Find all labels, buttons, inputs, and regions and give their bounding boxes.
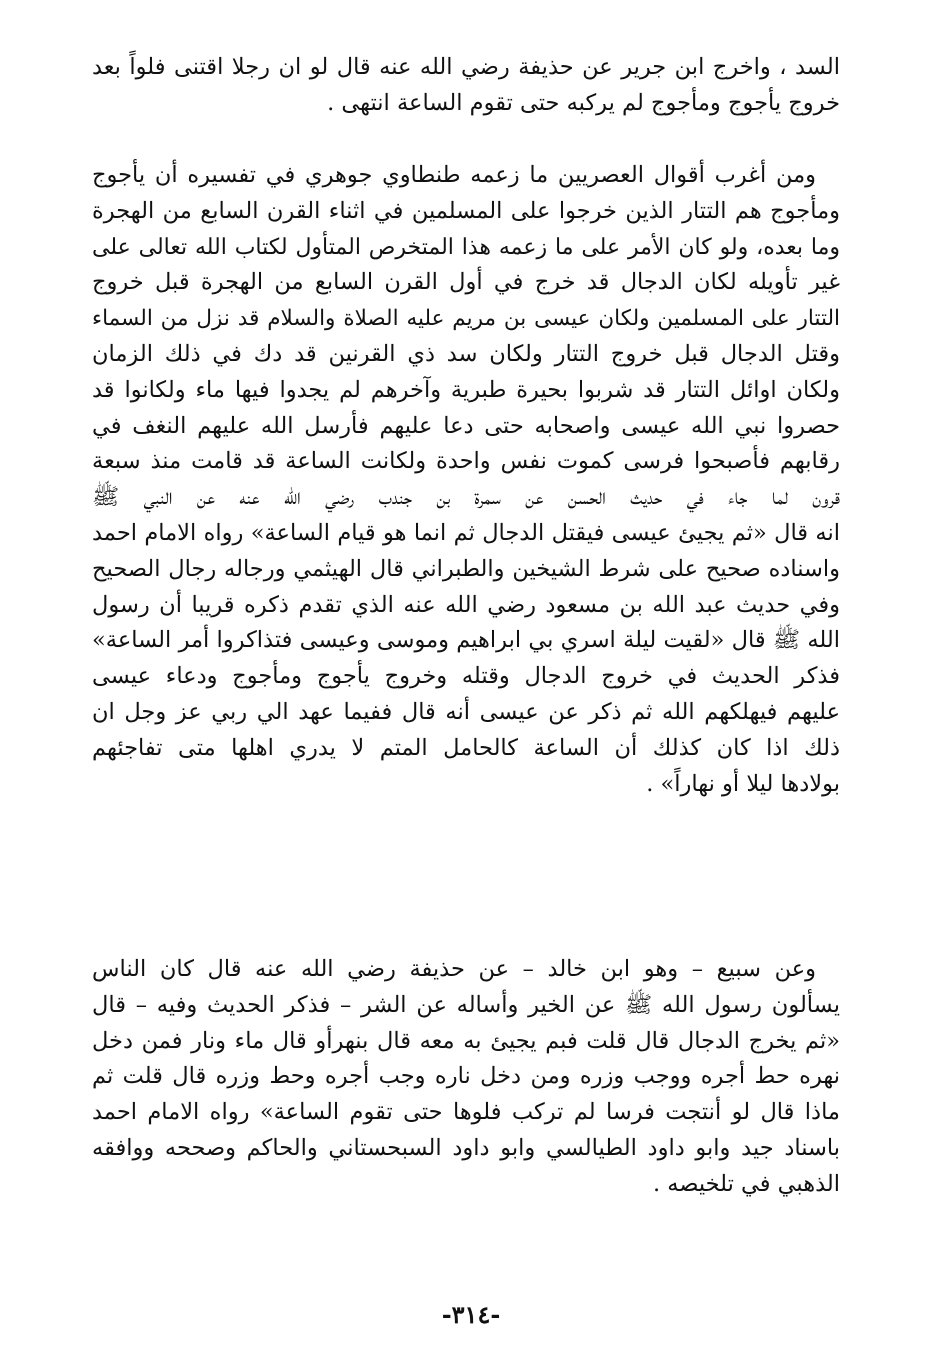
text-line: قرون لما جاء في حديث الحسن عن سمرة بن جندب رضي الله عنه عن النبي ﷺ <box>92 484 840 511</box>
text-line: الله ﷺ قال «لقيت ليلة اسري بي ابراهيم وموسى وعيسى فتذاكروا أمر الساعة» <box>92 627 840 654</box>
text-line: الذهبي في تلخيصه . <box>652 1170 840 1197</box>
text-line: حصروا نبي الله عيسى واصحابه حتى دعا عليهم فأرسل الله عليهم النغف في <box>92 412 840 439</box>
text-line: «ثم يخرج الدجال قال قلت فبم يجيئ به معه قال بنهرأو قال ماء ونار فمن دخل <box>92 1027 840 1054</box>
text-line: السد ، واخرج ابن جرير عن حذيفة رضي الله عنه قال لو ان رجلا اقتنى فلواً بعد <box>92 54 840 80</box>
text-line: وعن سبيع – وهو ابن خالد – عن حذيفة رضي الله عنه قال كان الناس <box>92 956 816 982</box>
text-line: نهره حط أجره ووجب وزره ومن دخل ناره وجب أجره وحط وزره قال قلت ثم <box>92 1063 840 1090</box>
text-line: بولادها ليلا أو نهاراً» . <box>646 770 840 797</box>
paragraph-3 <box>92 952 840 1203</box>
text-line: ماذا قال لو أنتجت فرسا لم تركب فلوها حتى تقوم الساعة» رواه الامام احمد <box>92 1099 840 1126</box>
text-line: فذكر الحديث في خروج الدجال وقتله وخروج يأجوج ومأجوج ودعاء عيسى <box>92 663 840 690</box>
text-line: غير تأويله لكان الدجال قد خرج في أول القرن السابع من الهجرة قبل خروج <box>92 269 840 296</box>
text-line: وفي حديث عبد الله بن مسعود رضي الله عنه الذي تقدم ذكره قريبا أن رسول <box>92 591 840 618</box>
text-line: وقتل الدجال قبل خروج التتار ولكان سد ذي القرنين قد دك في ذلك الزمان <box>92 340 840 367</box>
text-line: باسناد جيد وابو داود الطيالسي وابو داود السبحستاني والحاكم وصححه ووافقه <box>92 1134 840 1161</box>
text-line: ومن أغرب أقوال العصريين ما زعمه طنطاوي جوهري في تفسيره أن يأجوج <box>92 162 816 188</box>
text-line: يسألون رسول الله ﷺ عن الخير وأساله عن الشر – فذكر الحديث وفيه – قال <box>92 991 840 1018</box>
text-line: رقابهم فأصبحوا فرسى كموت نفس واحدة ولكانت الساعة قد قامت منذ سبعة <box>92 448 840 475</box>
text-line: انه قال «ثم يجيئ عيسى فيقتل الدجال ثم انما هو قيام الساعة» رواه الامام احمد <box>92 519 840 546</box>
text-line: واسناده صحيح على شرط الشيخين والطبراني قال الهيثمي ورجاله رجال الصحيح <box>92 555 840 582</box>
paragraph-2 <box>92 158 840 802</box>
text-line: عليهم فيهلكهم الله ثم ذكر عن عيسى أنه قال ففيما عهد الي ربي عز وجل ان <box>92 698 840 725</box>
paragraph-1 <box>92 50 840 122</box>
text-line: التتار على المسلمين ولكان عيسى بن مريم عليه الصلاة والسلام قد نزل من السماء <box>92 306 840 332</box>
text-line: وما بعده، ولو كان الأمر على ما زعمه هذا المتخرص المتأول لكتاب الله تعالى على <box>92 234 840 260</box>
text-line: ولكان اوائل التتار قد شربوا بحيرة طبرية وآخرهم لم يجدوا فيها ماء ولكانوا قد <box>92 376 840 403</box>
text-line: خروج يأجوج ومأجوج لم يركبه حتى تقوم الساعة انتهى . <box>327 89 840 116</box>
text-line: ومأجوج هم التتار الذين خرجوا على المسلمين في اثناء القرن السابع من الهجرة <box>92 197 840 224</box>
text-line: ذلك اذا كان كذلك أن الساعة كالحامل المتم لا يدري اهلها متى تفاجئهم <box>92 734 840 761</box>
page-number: -٣١٤- <box>441 1300 501 1329</box>
